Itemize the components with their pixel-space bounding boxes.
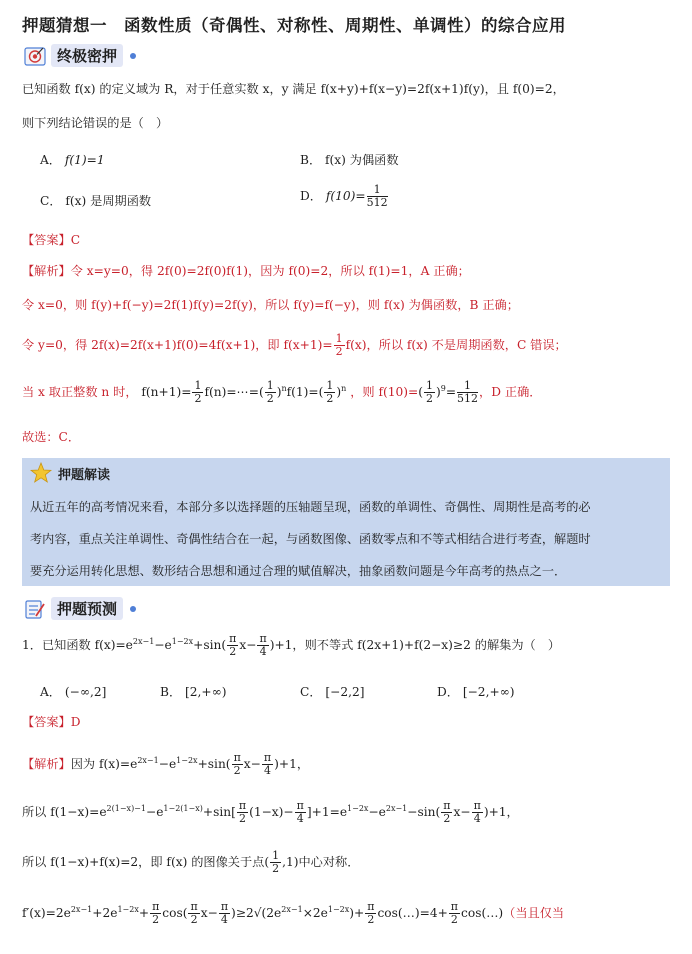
option-c: C． f(x) 是周期函数 <box>40 194 152 208</box>
target-icon <box>24 45 46 67</box>
q2-answer: 【答案】D <box>22 715 81 729</box>
q2-analysis-line-2: 所以 $f(1-x)=e^{2(1-x)-1}-e^{1-2(1-x)}+\sin$[ $\frac{\pi}{2}$ (1−x)− $\frac{\pi}{4}$ ]$+1=e^{1-2x}-e^{2x-1}-\sin$( $\frac{\pi}{2}$ x− $\frac{\pi}{4}$ )+1， <box>22 799 519 825</box>
analysis-box-header <box>30 462 110 484</box>
q2-analysis-line-4: $f'(x)=2e^{2x-1}+2e^{1-2x}+$ $\frac{\pi}{2}$ cos( $\frac{\pi}{2}$ x− $\frac{\pi}{4}$ )$\ge 2√(2e^{2x-1}\times 2e^{1-2x})+$ $\frac{\pi}{2}$ cos(…)=4+ $\frac{\pi}{2}$ cos(…)（当且仅当 <box>22 900 565 926</box>
page-title: 押题猜想一 函数性质（奇偶性、对称性、周期性、单调性）的综合应用 <box>22 16 566 35</box>
q2-analysis-line-3: 所以 f(1−x)+f(x)=2，即 f(x) 的图像关于点( $\frac{1}{2}$ ,1)中心对称． <box>22 849 360 875</box>
section-label: 终极密押 <box>51 44 123 67</box>
option-a: A． f(1)=1 <box>40 153 105 167</box>
answer: 【答案】C <box>22 233 81 247</box>
option-b: B． f(x) 为偶函数 <box>300 153 399 167</box>
notepad-icon <box>24 598 46 620</box>
analysis-box-line-2: 考内容，重点关注单调性、奇偶性结合在一起，与函数图像、函数零点和不等式相结合进行考查，解题时 <box>30 532 591 546</box>
option-d: D． f(10)= $\frac{1}{512}$ <box>300 183 388 209</box>
q2-option-a: A． (−∞,2] <box>40 685 107 699</box>
section-dot <box>130 53 136 59</box>
section-dot <box>130 606 136 612</box>
analysis-line-2: 令 x=0，则 f(y)+f(−y)=2f(1)f(y)=2f(y)，所以 f(y)=f(−y)，则 f(x) 为偶函数，B 正确； <box>22 298 519 312</box>
question-stem: 已知函数 f(x) 的定义域为 R，对于任意实数 x，y 满足 f(x+y)+f(x−y)=2f(x+1)f(y)，且 f(0)=2， <box>22 82 565 96</box>
q2-option-d: D． [−2,+∞) <box>437 685 515 699</box>
analysis-box-line-3: 要充分运用转化思想、数形结合思想和通过合理的赋值解决，抽象函数问题是今年高考的热点之一． <box>30 564 567 578</box>
section-label: 押题预测 <box>51 597 123 620</box>
star-icon <box>30 462 52 484</box>
analysis-line-4: 当 x 取正整数 n 时， f(n+1)= $\frac{1}{2}$ f(n)=⋯=( $\frac{1}{2}$ )$^n$f(1)=( $\frac{1}{2}$ )$^n$ ，则 f(10)=( $\frac{1}{2}$ )$^9$= $\frac{1}{512}$ ，D 正确． <box>22 379 542 405</box>
section-header-predict <box>24 597 136 620</box>
q2-option-c: C． [−2,2] <box>300 685 365 699</box>
section-header-final <box>24 44 136 67</box>
analysis-box <box>22 458 670 586</box>
analysis-line-3: 令 y=0，得 2f(x)=2f(x+1)f(0)=4f(x+1)，即 f(x+1)= $\frac{1}{2}$ f(x)，所以 f(x) 不是周期函数，C 错误； <box>22 332 567 358</box>
analysis-line-1: 【解析】令 x=y=0，得 2f(0)=2f(0)f(1)，因为 f(0)=2，所以 f(1)=1，A 正确； <box>22 264 470 278</box>
final-choice: 故选：C． <box>22 430 81 444</box>
analysis-box-line-1: 从近五年的高考情况来看，本部分多以选择题的压轴题呈现，函数的单调性、奇偶性、周期性是高考的必 <box>30 500 591 514</box>
q2-option-b: B． [2,+∞) <box>160 685 227 699</box>
q2-analysis-line-1: 【解析】因为 $f(x)=e^{2x-1}-e^{1-2x}+\sin$( $\frac{\pi}{2}$ x− $\frac{\pi}{4}$ )+1， <box>22 751 310 777</box>
question-stem-line2: 则下列结论错误的是（ ） <box>22 116 169 130</box>
question-2-stem: 1．已知函数 $f(x)=e^{2x-1}-e^{1-2x}+\sin$( $\frac{\pi}{2}$ x− $\frac{\pi}{4}$ )+1，则不等式 f(2x+1)+f(2−x)≥2 的解集为（ ） <box>22 632 561 658</box>
analysis-box-title: 押题解读 <box>58 467 111 483</box>
